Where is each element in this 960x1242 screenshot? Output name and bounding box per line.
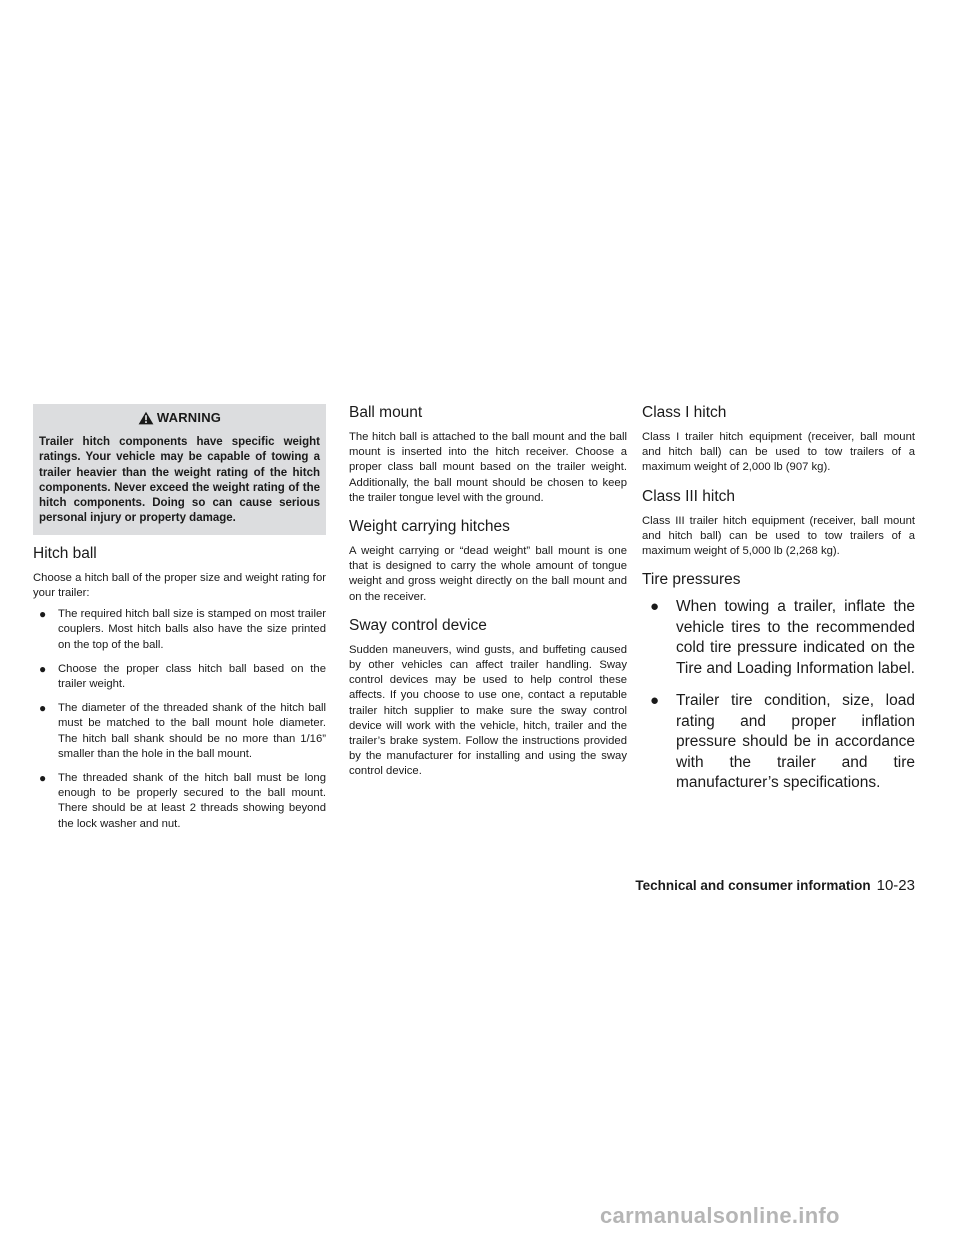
tire-pressures-list	[642, 597, 915, 794]
warning-header	[39, 410, 320, 425]
warning-box	[33, 404, 326, 535]
heading-class-3: Class III hitch	[642, 487, 736, 505]
sway-control-text: Sudden maneuvers, wind gusts, and buffeting caused by other vehicles can affect trailer handling. Sway control devices may be used to help control these affects. If you choose to use one, contact a reputable trailer hitch supplier to make sure the sway control device will work with the vehicle, hitch, trailer and the trailer’s brake system. Follow the instructions provided by the manufacturer for installing and using the sway control device.	[349, 643, 627, 778]
class-3-text: Class III trailer hitch equipment (receiver, ball mount and hitch ball) can be used to tow trailers of a maximum weight of 5,000 lb (2,268 kg).	[642, 514, 915, 558]
weight-carrying-text: A weight carrying or “dead weight” ball mount is one that is designed to carry the whole amount of tongue weight and gross weight directly on the ball mount and on the receiver.	[349, 545, 627, 603]
ball-mount-text: The hitch ball is attached to the ball mount and the ball mount is inserted into the hitch receiver. Choose a proper class ball mount based on the trailer weight. Additionally, the ball mount should be chosen to keep the trailer tongue level with the ground.	[349, 431, 627, 504]
bullet-icon: ●	[39, 771, 47, 786]
bullet-icon: ●	[39, 661, 47, 676]
hitch-ball-intro: Choose a hitch ball of the proper size and weight rating for your trailer:	[33, 571, 326, 599]
list-item: ● Choose the proper class hitch ball based on the trailer weight.	[39, 661, 326, 690]
bullet-icon: ●	[39, 701, 47, 716]
heading-ball-mount: Ball mount	[349, 404, 423, 421]
page-footer	[588, 877, 915, 895]
list-item: ● The required hitch ball size is stamped on most trailer couplers. Most hitch balls also have the size printed on the top of the ball.	[39, 607, 326, 651]
heading-hitch-ball: Hitch ball	[33, 544, 97, 562]
bullet-icon: ●	[650, 598, 660, 616]
footer-section-title: Technical and consumer information	[635, 878, 871, 893]
bullet-icon: ●	[39, 607, 47, 622]
warning-text: Trailer hitch components have specific weight ratings. Your vehicle may be capable of towing a trailer heavier than the weight rating of the hitch components. Never exceed the weight rating of the hitch components. Doing so can cause serious personal injury or property damage.	[39, 436, 320, 525]
heading-class-1: Class I hitch	[642, 404, 727, 421]
list-item: ● Trailer tire condition, size, load rating and proper inflation pressure should be in accordance with the trailer and tire manufacturer’s specifications.	[650, 692, 915, 792]
hitch-ball-list	[33, 607, 326, 832]
warning-triangle-icon	[138, 411, 154, 425]
column-right	[642, 404, 915, 806]
page-number: 10-23	[876, 877, 915, 894]
heading-sway-control: Sway control device	[349, 616, 487, 634]
bullet-icon: ●	[650, 692, 660, 710]
warning-title: WARNING	[156, 410, 222, 425]
list-item: ● When towing a trailer, inflate the vehicle tires to the recommended cold tire pressure indicated on the Tire and Loading Information label.	[650, 598, 915, 677]
list-item: ● The threaded shank of the hitch ball must be long enough to be properly secured to the ball mount. There should be at least 2 threads showing beyond the lock washer and nut.	[39, 771, 326, 830]
column-left	[33, 404, 326, 841]
class-1-text: Class I trailer hitch equipment (receiver, ball mount and hitch ball) can be used to tow trailers of a maximum weight of 2,000 lb (907 kg).	[642, 431, 915, 474]
column-middle	[349, 404, 627, 792]
heading-tire-pressures: Tire pressures	[642, 571, 741, 589]
list-item: ● The diameter of the threaded shank of the hitch ball must be matched to the ball mount hole diameter. The hitch ball shank should be no more than 1/16” smaller than the hole in the ball mount.	[39, 701, 326, 760]
heading-weight-carrying: Weight carrying hitches	[349, 518, 510, 536]
watermark: carmanualsonline.info	[600, 1203, 840, 1228]
